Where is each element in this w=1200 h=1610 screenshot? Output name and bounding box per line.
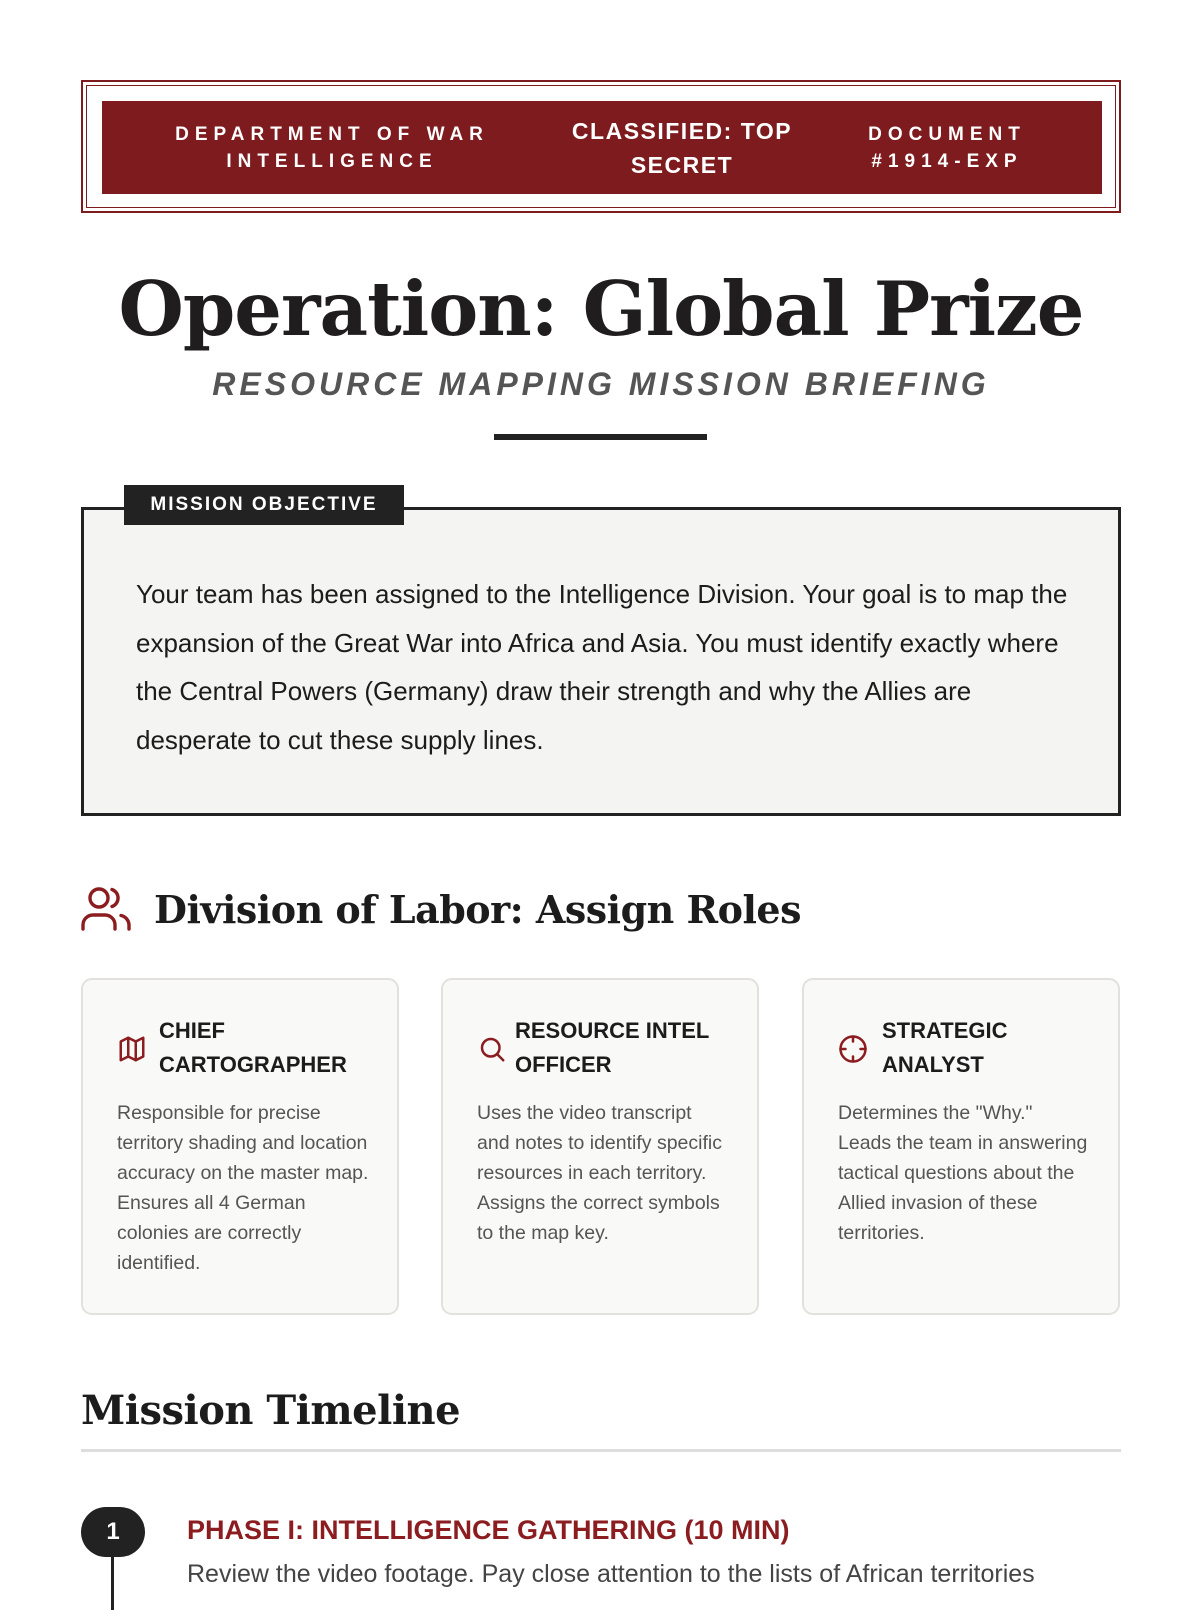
search-icon: [477, 1034, 507, 1064]
timeline-heading: Mission Timeline: [81, 1387, 461, 1434]
banner-bar: [102, 101, 1102, 194]
title-divider: [494, 434, 707, 440]
timeline-connector: [111, 1550, 114, 1610]
phase-description: Review the video footage. Pay close attention to the lists of African territories: [187, 1560, 1035, 1588]
mission-objective-box: [81, 507, 1121, 816]
users-icon: [81, 885, 133, 933]
role-description: Responsible for precise territory shading and location accuracy on the master map. Ensures all 4 German colonies are correctly identified.: [117, 1102, 369, 1274]
page-title: Operation: Global Prize: [118, 265, 1084, 353]
roles-heading: Division of Labor: Assign Roles: [154, 887, 801, 932]
department-label: DEPARTMENT OF WAR INTELLIGENCE: [175, 123, 489, 172]
role-title: STRATEGIC ANALYST: [882, 1018, 1008, 1077]
role-title: RESOURCE INTEL OFFICER: [515, 1018, 709, 1077]
role-card-resource-intel: [441, 978, 759, 1315]
role-description: Determines the "Why." Leads the team in answering tactical questions about the Allied invasion of these territories.: [838, 1102, 1088, 1244]
role-description: Uses the video transcript and notes to identify specific resources in each territory. Assigns the correct symbols to the map key.: [477, 1102, 722, 1244]
classified-banner: [81, 80, 1121, 213]
classification-label: CLASSIFIED: TOP SECRET: [571, 117, 793, 178]
role-card-cartographer: [81, 978, 399, 1315]
objective-tag: MISSION OBJECTIVE: [124, 485, 404, 525]
objective-text: Your team has been assigned to the Intelligence Division. Your goal is to map the expansion of the Great War into Africa and Asia. You must identify exactly where the Central Powers (Germany) draw their strength and why the Allies are desperate to cut these supply lines.: [136, 579, 1068, 755]
page-subtitle: RESOURCE MAPPING MISSION BRIEFING: [212, 366, 990, 402]
phase-title: PHASE I: INTELLIGENCE GATHERING (10 MIN): [187, 1515, 790, 1545]
phase-number-badge: 1: [81, 1507, 145, 1557]
crosshair-icon: [838, 1034, 868, 1064]
document-id: DOCUMENT #1914-EXP: [868, 123, 1026, 172]
timeline-divider: [81, 1449, 1121, 1452]
role-title: CHIEF CARTOGRAPHER: [159, 1018, 347, 1077]
map-icon: [117, 1034, 147, 1064]
role-card-strategic-analyst: [802, 978, 1120, 1315]
